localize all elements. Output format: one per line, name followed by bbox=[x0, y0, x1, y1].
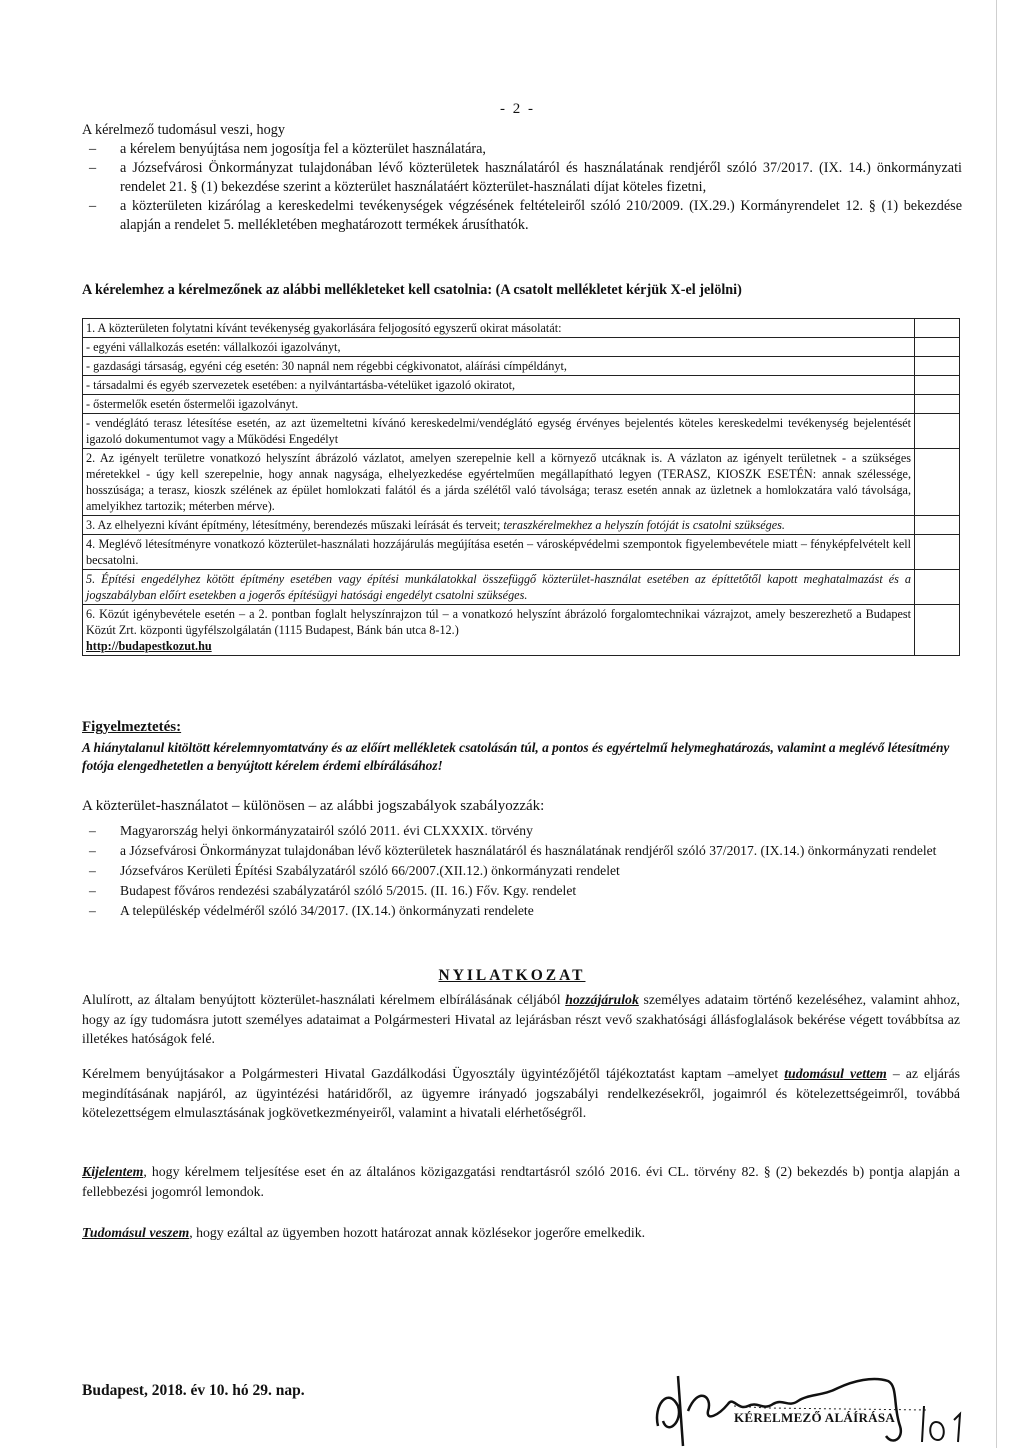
attachment-checkbox[interactable] bbox=[915, 605, 960, 656]
attachment-checkbox[interactable] bbox=[915, 319, 960, 338]
declaration-paragraph-1 bbox=[82, 990, 960, 1049]
attachment-checkbox[interactable] bbox=[915, 570, 960, 605]
attachment-cell bbox=[83, 516, 915, 535]
law-item: – Magyarország helyi önkormányzatairól szóló 2011. évi CLXXXIX. törvény bbox=[82, 821, 962, 841]
signature-label: KÉRELMEZŐ ALÁÍRÁSA bbox=[734, 1410, 896, 1425]
law-item: – Józsefváros Kerületi Építési Szabályzatáról szóló 66/2007.(XII.12.) önkormányzati rendelet bbox=[82, 861, 962, 881]
attachment-text-italic: teraszkérelmekhez a helyszín fotóját is csatolni szükséges. bbox=[500, 518, 785, 532]
declaration-text: személyes adataim történő kezeléséhez, valamint ahhoz, hogy az így tudomásra jutott személyes adataimat a Polgármesteri Hivatal az lejárásban részt vevő szakhatósági állásfoglalások bekérése végett továbbítsa az illetékes hatóságok felé. bbox=[82, 992, 960, 1046]
attachment-text: 1. A közterületen folytatni kívánt tevékenység gyakorlására feljogosító egyszerű okirat másolatát: bbox=[83, 319, 915, 338]
declaration-title: NYILATKOZAT bbox=[438, 967, 586, 984]
attachment-text: 5. Építési engedélyhez kötött építmény esetében vagy építési munkálatokkal összefüggő közterület-használat esetében az építtetőtől kapott meghatalmazást és a jogszabályban előírt esetekben a jogerős építésügyi hatósági engedélyt csatolni szükséges. bbox=[83, 570, 915, 605]
attachment-text: 6. Közút igénybevétele esetén – a 2. pontban foglalt helyszínrajzon túl – a vonatkozó helyszínt ábrázoló forgalomtechnikai vázrajzot, amely beszerezhető a Budapest Közút Zrt. központi ügyfélszolgálatán (1115 Budapest, Bánk bán utca 8-12.) bbox=[86, 607, 911, 637]
law-item: – a Józsefvárosi Önkormányzat tulajdonában lévő közterületek használatáról és használatának rendjéről szóló 37/2017. (IX.14.) önkormányzati rendelet bbox=[82, 841, 962, 861]
attachment-checkbox[interactable] bbox=[915, 357, 960, 376]
attachment-checkbox[interactable] bbox=[915, 535, 960, 570]
attachment-row bbox=[83, 570, 960, 605]
declaration-paragraph-4 bbox=[82, 1223, 960, 1243]
attachment-checkbox[interactable] bbox=[915, 376, 960, 395]
intro-item: – a közterületen kizárólag a kereskedelmi tevékenységek végzésének feltételeiről szóló 210/2009. (IX.29.) Kormányrendelet 12. § (1) bekezdése alapján a rendelet 5. mellékletében meghatározott termékek árusíthatók. bbox=[82, 197, 962, 235]
attachment-text: 3. Az elhelyezni kívánt építmény, létesítmény, berendezés műszaki leírását és terveit; bbox=[86, 518, 501, 532]
attachment-text: - vendéglátó terasz létesítése esetén, az azt üzemeltetni kívánó kereskedelmi/vendéglátó egység érvényes bejelentés köteles kereskedelmi tevékenység bejelentését igazoló dokumentumot vagy a Működési Engedélyt bbox=[83, 414, 915, 449]
budapest-kozut-link[interactable]: http://budapestkozut.hu bbox=[86, 639, 212, 653]
attachment-text: - társadalmi és egyéb szervezetek esetében: a nyilvántartásba-vételüket igazoló okiratot, bbox=[83, 376, 915, 395]
declaration-emphasis: hozzájárulok bbox=[565, 992, 639, 1007]
law-item: – A településkép védelméről szóló 34/2017. (IX.14.) önkormányzati rendelete bbox=[82, 901, 962, 921]
intro-list bbox=[82, 140, 962, 235]
attachment-row bbox=[83, 319, 960, 338]
attachment-text: - őstermelők esetén őstermelői igazolványt. bbox=[83, 395, 915, 414]
attachment-row bbox=[83, 338, 960, 357]
attachment-row bbox=[83, 516, 960, 535]
declaration-text: , hogy kérelmem teljesítése eset én az általános közigazgatási rendtartásról szóló 2016. évi CL. törvény 82. § (2) bekezdés b) pontja alapján a fellebbezési jogomról lemondok. bbox=[82, 1164, 960, 1199]
attachment-row bbox=[83, 376, 960, 395]
attachment-row bbox=[83, 357, 960, 376]
declaration-emphasis: tudomásul vettem bbox=[784, 1066, 887, 1081]
attachment-row bbox=[83, 605, 960, 656]
declaration-text: – az eljárás megindításának napjáról, az ügyintézési határidőről, az ügyemre irányadó jogszabályi rendelkezésekről, jogaimról és kötelezettségeimről, továbbá kötelezettségem elmulasztásának jogkövetkezményeiről, valamint a hivatali elérhetőségről. bbox=[82, 1066, 961, 1120]
attachments-header: A kérelemhez a kérelmezőnek az alábbi mellékleteket kell csatolnia: (A csatolt mellékletet kérjük X-el jelölni) bbox=[82, 282, 742, 298]
page-number: - 2 - bbox=[500, 101, 535, 117]
attachment-checkbox[interactable] bbox=[915, 414, 960, 449]
scan-edge-line bbox=[996, 0, 997, 1448]
attachment-cell bbox=[83, 605, 915, 656]
intro-item: – a Józsefvárosi Önkormányzat tulajdonában lévő közterületek használatáról és használatának rendjéről szóló 37/2017. (IX. 14.) önkormányzati rendelet 21. § (1) bekezdése szerint a közterület használatáért közterület-használati díjat köteles fizetni, bbox=[82, 159, 962, 197]
declaration-text: Alulírott, az általam benyújtott közterület-használati kérelmem elbírálásának céljából bbox=[82, 992, 566, 1007]
laws-lead: A közterület-használatot – különösen – az alábbi jogszabályok szabályozzák: bbox=[82, 798, 545, 814]
attachment-text: - egyéni vállalkozás esetén: vállalkozói igazolványt, bbox=[83, 338, 915, 357]
laws-section bbox=[82, 821, 962, 921]
declaration-text: , hogy ezáltal az ügyemben hozott határozat annak közlésekor jogerőre emelkedik. bbox=[189, 1225, 646, 1240]
date-line: Budapest, 2018. év 10. hó 29. nap. bbox=[82, 1382, 305, 1399]
attachment-checkbox[interactable] bbox=[915, 516, 960, 535]
declaration-text: Kérelmem benyújtásakor a Polgármesteri Hivatal Gazdálkodási Ügyosztály ügyintézőjétől tájékoztatást kaptam –amelyet bbox=[82, 1066, 785, 1081]
attachment-row bbox=[83, 395, 960, 414]
attachment-text: 2. Az igényelt területre vonatkozó helyszínt ábrázoló vázlatot, amelyen szerepelnie kell a környező utcáknak is. A vázlaton az igényelt területnek - a szükséges méretekkel - úgy kell szerepelnie, hogy annak nagysága, elhelyezkedése egyértelműen megállapítható legyen (TERASZ, KIOSZK ESETÉN: annak szélessége, hosszúsága; a terasz, kioszk szélének az épület homlokzati falától és a járda szélétől való távolsága; terasz esetén annak az üzletnek a homlokzatára való távolsága, amelyikhez tartozik; méterben mérve). bbox=[83, 449, 915, 516]
attachment-text: 4. Meglévő létesítményre vonatkozó közterület-használati hozzájárulás megújítása esetén – városképvédelmi szempontok figyelembevétele miatt – fényképfelvételt kell becsatolni. bbox=[83, 535, 915, 570]
attachment-checkbox[interactable] bbox=[915, 395, 960, 414]
declaration-paragraph-2 bbox=[82, 1064, 960, 1123]
intro-item: – a kérelem benyújtása nem jogosítja fel a közterület használatára, bbox=[82, 140, 962, 159]
attachment-checkbox[interactable] bbox=[915, 338, 960, 357]
law-item: – Budapest főváros rendezési szabályzatáról szóló 5/2015. (II. 16.) Főv. Kgy. rendelet bbox=[82, 881, 962, 901]
warning-title: Figyelmeztetés: bbox=[82, 719, 182, 735]
attachment-text: - gazdasági társaság, egyéni cég esetén: 30 napnál nem régebbi cégkivonatot, aláírási címpéldányt, bbox=[83, 357, 915, 376]
warning-text: A hiánytalanul kitöltött kérelemnyomtatvány és az előírt mellékletek csatolásán túl, a pontos és egyértelmű helymeghatározás, valamint a meglévő létesítmény fotója elengedhetetlen a benyújtott kérelem érdemi elbírálásához! bbox=[82, 740, 950, 773]
intro-lead: A kérelmező tudomásul veszi, hogy bbox=[82, 122, 285, 138]
declaration-paragraph-3 bbox=[82, 1162, 960, 1201]
handwritten-page-number bbox=[914, 1400, 984, 1446]
laws-list bbox=[82, 821, 962, 921]
attachment-row bbox=[83, 535, 960, 570]
declaration-emphasis: Kijelentem bbox=[82, 1164, 144, 1179]
intro-section bbox=[82, 121, 962, 235]
attachment-row bbox=[83, 414, 960, 449]
attachment-checkbox[interactable] bbox=[915, 449, 960, 516]
declaration-emphasis: Tudomásul veszem bbox=[82, 1225, 190, 1240]
attachment-row bbox=[83, 449, 960, 516]
attachments-table bbox=[82, 318, 960, 656]
